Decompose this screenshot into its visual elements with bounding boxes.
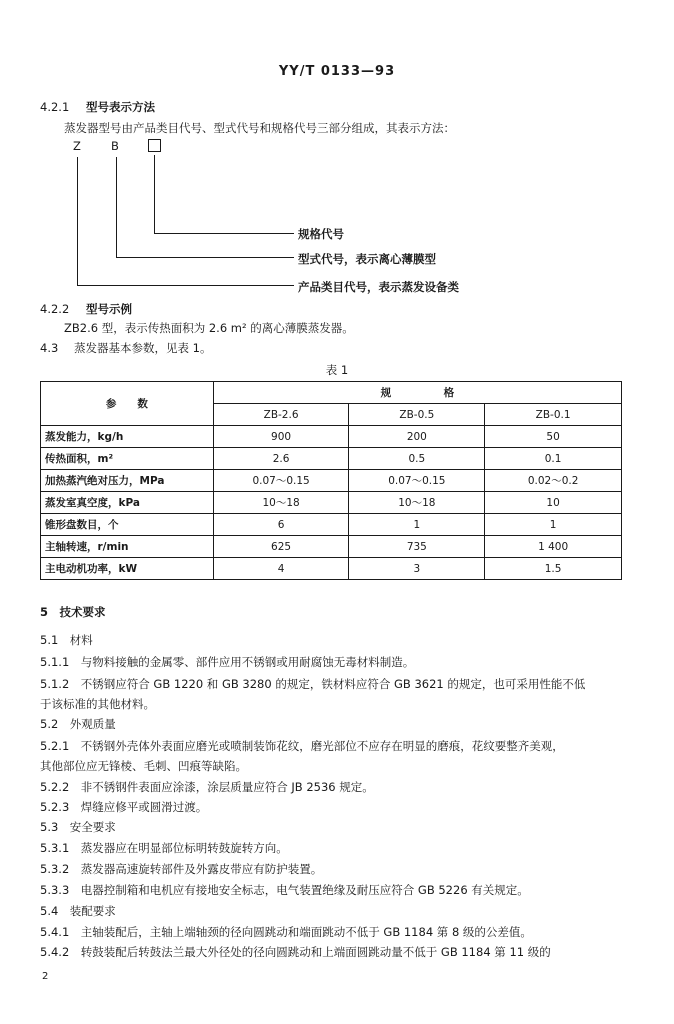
table-cell: 1.5 bbox=[485, 558, 622, 580]
table-row bbox=[41, 470, 622, 492]
section-4-2-1-title: 型号表示方法 bbox=[86, 100, 155, 114]
table-row bbox=[41, 492, 622, 514]
table-row bbox=[41, 448, 622, 470]
table-cell: 1 400 bbox=[485, 536, 622, 558]
clause-5-1-2-line-1: 5.1.2 不锈钢应符合 GB 1220 和 GB 3280 的规定，铁材料应符合 GB 3621 的规定，也可采用性能不低 bbox=[40, 677, 586, 691]
section-4-2-2-title: 型号示例 bbox=[86, 302, 132, 316]
spec-code-label: 规格代号 bbox=[298, 227, 344, 241]
table-cell: 0.5 bbox=[349, 448, 485, 470]
table-cell: 10～18 bbox=[213, 492, 349, 514]
clause-5-2-2: 5.2.2 非不锈钢件表面应涂漆，涂层质量应符合 JB 2536 规定。 bbox=[40, 780, 374, 794]
table-cell: 1 bbox=[485, 514, 622, 536]
table-cell: 0.07～0.15 bbox=[349, 470, 485, 492]
type-vertical-line bbox=[116, 157, 117, 257]
standard-code-header: YY/T 0133—93 bbox=[278, 64, 396, 79]
section-4-3-number: 4.3 bbox=[40, 341, 59, 355]
section-5-1-heading: 5.1 材料 bbox=[40, 633, 93, 647]
table-cell: 4 bbox=[213, 558, 349, 580]
category-code-label: 产品类目代号，表示蒸发设备类 bbox=[298, 280, 459, 294]
table-header-row bbox=[41, 382, 622, 404]
clause-5-1-2-line-2: 于该标准的其他材料。 bbox=[40, 697, 155, 711]
table-cell: 10 bbox=[485, 492, 622, 514]
param-name: 传热面积，m² bbox=[41, 448, 214, 470]
table-row bbox=[41, 514, 622, 536]
table-row bbox=[41, 536, 622, 558]
type-horizontal-line bbox=[116, 257, 294, 258]
table-row bbox=[41, 426, 622, 448]
param-name: 主轴转速，r/min bbox=[41, 536, 214, 558]
letter-b: B bbox=[111, 139, 119, 153]
model-header: ZB-2.6 bbox=[213, 404, 349, 426]
table-cell: 0.07～0.15 bbox=[213, 470, 349, 492]
clause-5-2-3: 5.2.3 焊缝应修平或圆滑过渡。 bbox=[40, 800, 208, 814]
model-header: ZB-0.1 bbox=[485, 404, 622, 426]
clause-5-2-1-line-2: 其他部位应无锋棱、毛刺、凹痕等缺陷。 bbox=[40, 759, 247, 773]
param-name: 主电动机功率，kW bbox=[41, 558, 214, 580]
basic-parameters-table bbox=[40, 381, 622, 580]
section-4-3-title: 蒸发器基本参数，见表 1。 bbox=[74, 341, 212, 355]
table-row bbox=[41, 558, 622, 580]
table-cell: 735 bbox=[349, 536, 485, 558]
table-cell: 3 bbox=[349, 558, 485, 580]
table-cell: 0.02～0.2 bbox=[485, 470, 622, 492]
table-cell: 0.1 bbox=[485, 448, 622, 470]
param-name: 蒸发能力，kg/h bbox=[41, 426, 214, 448]
spec-vertical-line bbox=[154, 155, 155, 233]
letter-z: Z bbox=[73, 139, 81, 153]
param-name: 锥形盘数目，个 bbox=[41, 514, 214, 536]
table-cell: 1 bbox=[349, 514, 485, 536]
section-5-3-heading: 5.3 安全要求 bbox=[40, 820, 116, 834]
table-cell: 200 bbox=[349, 426, 485, 448]
spec-code-placeholder-box bbox=[148, 139, 161, 152]
clause-5-3-2: 5.3.2 蒸发器高速旋转部件及外露皮带应有防护装置。 bbox=[40, 862, 323, 876]
table-cell: 900 bbox=[213, 426, 349, 448]
clause-5-4-1: 5.4.1 主轴装配后，主轴上端轴颈的径向圆跳动和端面跳动不低于 GB 1184 第 8 级的公差值。 bbox=[40, 925, 532, 939]
table-cell: 6 bbox=[213, 514, 349, 536]
section-5-heading: 5 技术要求 bbox=[40, 605, 106, 619]
section-4-2-1-number: 4.2.1 bbox=[40, 100, 70, 114]
clause-5-4-2: 5.4.2 转鼓装配后转鼓法兰最大外径处的径向圆跳动和上端面圆跳动量不低于 GB 1184 第 11 级的 bbox=[40, 945, 551, 959]
table-cell: 10～18 bbox=[349, 492, 485, 514]
model-intro-text: 蒸发器型号由产品类目代号、型式代号和规格代号三部分组成，其表示方法： bbox=[64, 121, 455, 135]
spec-column-header: 规 格 bbox=[213, 382, 621, 404]
section-5-4-heading: 5.4 装配要求 bbox=[40, 904, 116, 918]
table-cell: 50 bbox=[485, 426, 622, 448]
category-horizontal-line bbox=[77, 285, 294, 286]
clause-5-2-1-line-1: 5.2.1 不锈钢外壳体外表面应磨光或喷制装饰花纹，磨光部位不应存在明显的磨痕，花纹要整齐美观， bbox=[40, 739, 564, 753]
param-name: 蒸发室真空度，kPa bbox=[41, 492, 214, 514]
param-column-header: 参 数 bbox=[41, 382, 214, 426]
model-example-text: ZB2.6 型，表示传热面积为 2.6 m² 的离心薄膜蒸发器。 bbox=[64, 321, 354, 335]
table-cell: 2.6 bbox=[213, 448, 349, 470]
section-4-2-2-number: 4.2.2 bbox=[40, 302, 70, 316]
model-header: ZB-0.5 bbox=[349, 404, 485, 426]
clause-5-3-3: 5.3.3 电器控制箱和电机应有接地安全标志，电气装置绝缘及耐压应符合 GB 5226 有关规定。 bbox=[40, 883, 529, 897]
type-code-label: 型式代号，表示离心薄膜型 bbox=[298, 252, 436, 266]
page-number: 2 bbox=[42, 971, 49, 982]
table-1-caption: 表 1 bbox=[325, 363, 349, 377]
clause-5-1-1: 5.1.1 与物料接触的金属零、部件应用不锈钢或用耐腐蚀无毒材料制造。 bbox=[40, 655, 415, 669]
section-5-2-heading: 5.2 外观质量 bbox=[40, 717, 116, 731]
clause-5-3-1: 5.3.1 蒸发器应在明显部位标明转鼓旋转方向。 bbox=[40, 841, 288, 855]
category-vertical-line bbox=[77, 157, 78, 285]
spec-horizontal-line bbox=[154, 233, 294, 234]
table-cell: 625 bbox=[213, 536, 349, 558]
param-name: 加热蒸汽绝对压力，MPa bbox=[41, 470, 214, 492]
